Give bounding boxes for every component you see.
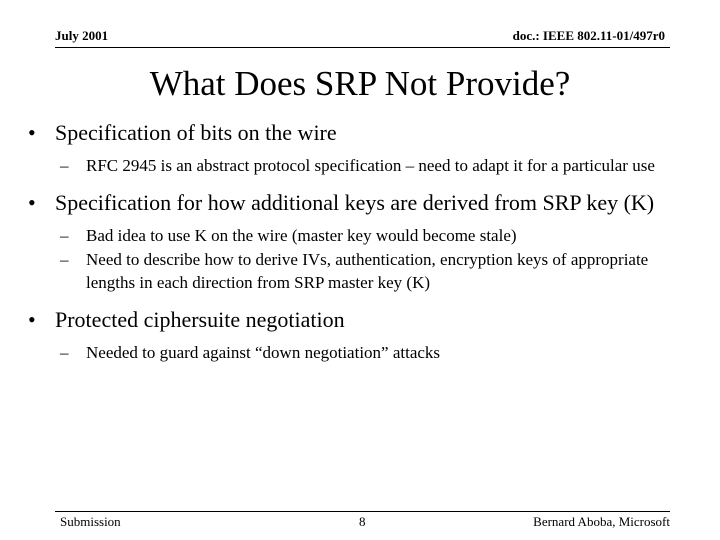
sub-bullet-text: Need to describe how to derive IVs, authentication, encryption keys of appropriate lengths in each direction from SRP master key (K)	[86, 250, 649, 292]
sub-bullet-text: RFC 2945 is an abstract protocol specification – need to adapt it for a particular use	[86, 156, 655, 175]
header-date: July 2001	[55, 28, 109, 43]
slide-body	[28, 120, 680, 365]
footer-author: Bernard Aboba, Microsoft	[533, 514, 670, 529]
header-rule	[55, 47, 670, 48]
sub-bullet-text: Bad idea to use K on the wire (master key would become stale)	[86, 226, 517, 245]
sub-bullet-3-1	[60, 341, 680, 364]
bullet-text: Specification of bits on the wire	[55, 120, 337, 145]
header-doc-id: doc.: IEEE 802.11-01/497r0	[512, 28, 665, 43]
bullet-marker: •	[28, 307, 36, 332]
sub-bullet-marker: –	[60, 343, 69, 362]
footer-rule	[55, 511, 670, 512]
sub-bullet-text: Needed to guard against “down negotiation” attacks	[86, 343, 441, 362]
sub-bullet-marker: –	[60, 250, 69, 269]
bullet-text: Specification for how additional keys are derived from SRP key (K)	[55, 190, 655, 215]
sub-bullet-1-1	[60, 154, 680, 177]
sub-bullet-2-2	[60, 248, 680, 294]
slide-title: What Does SRP Not Provide?	[149, 64, 571, 103]
bullet-text: Protected ciphersuite negotiation	[55, 307, 345, 332]
sub-bullet-marker: –	[60, 156, 69, 175]
sub-bullet-2-1	[60, 224, 680, 247]
bullet-marker: •	[28, 120, 36, 145]
footer-submission: Submission	[60, 514, 121, 529]
bullet-2	[28, 190, 680, 216]
bullet-marker: •	[28, 190, 36, 215]
bullet-1	[28, 120, 680, 146]
footer-page-number: 8	[359, 514, 366, 529]
sub-bullet-marker: –	[60, 226, 69, 245]
bullet-3	[28, 307, 680, 333]
